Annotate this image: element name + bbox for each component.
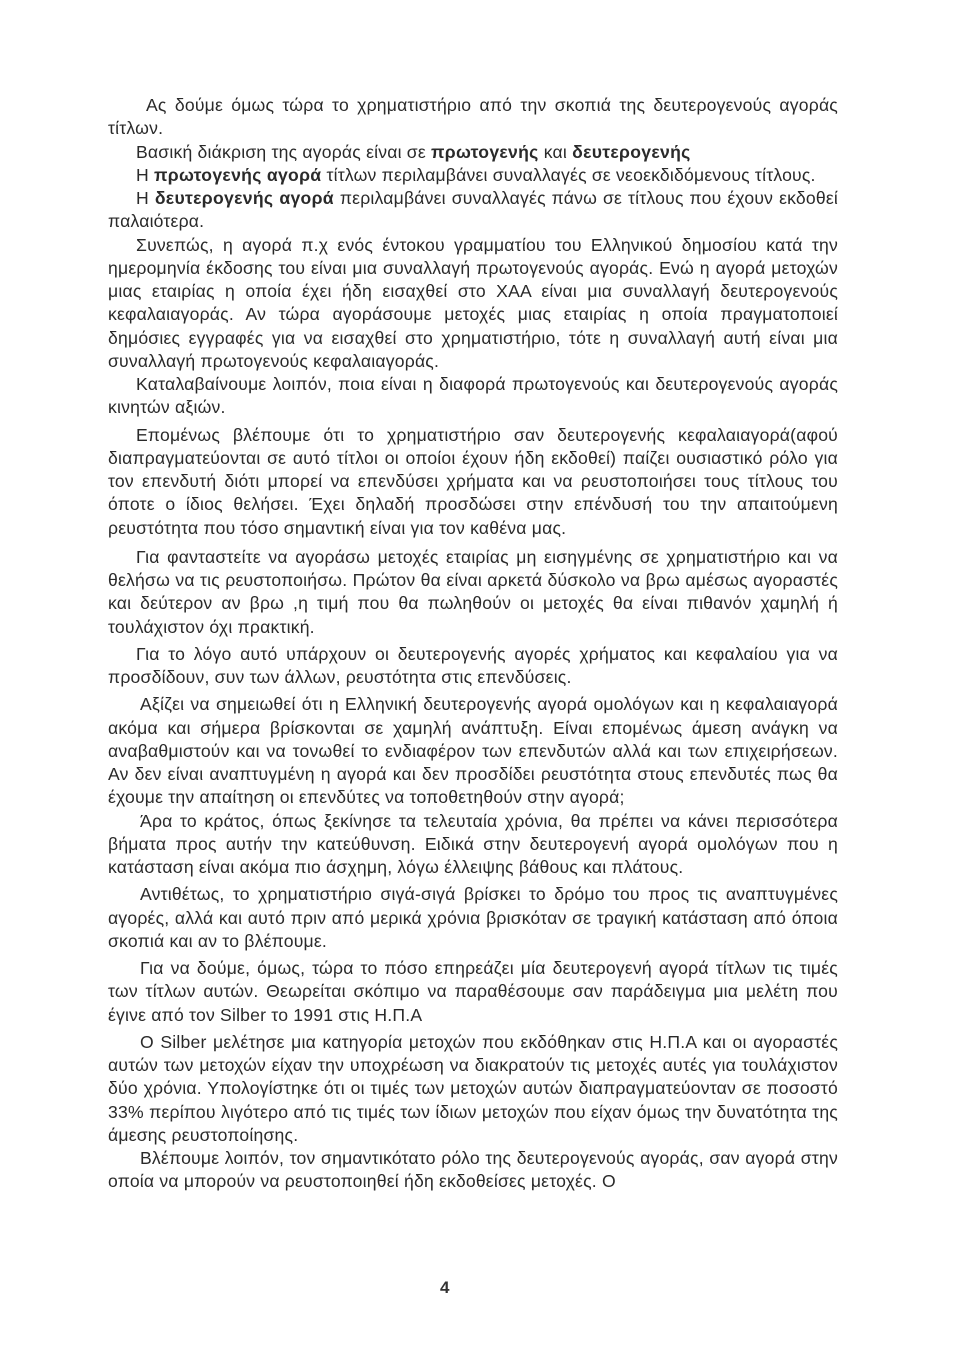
paragraph-unlisted-example: Για φανταστείτε να αγοράσω μετοχές εταιρίας μη εισηγμένης σε χρηματιστήριο και να θελήσω να τις ρευστοποιήσω. Πρώτον θα είναι αρκετά δύσκολο να βρω αμέσως αγοραστές και δεύτερον αν βρω ,η τιμή που θα πωληθούν οι μετοχές θα είναι πιθανόν χαμηλή ή τουλάχιστον όχι πρακτική. <box>108 546 838 637</box>
paragraph-silber-intro: Για να δούμε, όμως, τώρα το πόσο επηρεάζει μία δευτερογενή αγορά τίτλων τις τιμές των τίτλων αυτών. Θεωρείται σκόπιμο να παραθέσουμε σαν παράδειγμα μια μελέτη που έγινε από τον Silber το 1991 στις Η.Π.Α <box>108 958 838 1025</box>
text-segment: περιλαμβάνει συναλλαγές πάνω σε τίτλους που έχουν εκδοθεί παλαιότερα. <box>108 188 839 232</box>
text-segment: και <box>538 141 573 162</box>
paragraph-silber-study: Ο Silber μελέτησε μια κατηγορία μετοχών που εκδόθηκαν στις Η.Π.Α και οι αγοραστές αυτών των μετοχών είχαν την υποχρέωση να διακρατούν τις μετοχές αυτές για τουλάχιστον δύο χρόνια. Υπολογίστηκε ότι οι τιμές των μετοχών αυτών διαπραγματεύονταν σε ποσοστό 33% περίπου λιγότερο από τις τιμές των ίδιων μετοχών που είχαν όμως την δυνατότητα της άμεσης ρευστοποίησης. <box>108 1031 838 1145</box>
paragraph-primary-definition <box>108 164 838 187</box>
paragraph-liquidity: Επομένως βλέπουμε ότι το χρηματιστήριο σαν δευτερογενής κεφαλαιαγορά(αφού διαπραγματεύονται σε αυτό τίτλοι οι οποίοι έχουν ήδη εκδοθεί) παίζει ουσιαστικό ρόλο για τον επενδυτή διότι μπορεί να επενδύσει χρήματα και να ρευστοποιήσει τους τίτλους του όποτε ο ίδιος θελήσει. Έχει δηλαδή προσδώσει στην επένδυσή του την απαιτούμενη ρευστότητα που τόσο σημαντική είναι για τον καθένα μας. <box>108 424 838 538</box>
paragraph-intro: Ας δούμε όμως τώρα το χρηματιστήριο από την σκοπιά της δευτερογενούς αγοράς τίτλων. <box>108 95 838 139</box>
document-body <box>108 94 838 1194</box>
text-segment: Η <box>136 188 155 208</box>
term-primary-market: πρωτογενής αγορά <box>154 164 322 185</box>
text-segment: τίτλων περιλαμβάνει συναλλαγές σε νεοεκδιδόμενους τίτλους. <box>321 164 816 185</box>
paragraph-distinction <box>108 141 838 164</box>
paragraph-reason: Για το λόγο αυτό υπάρχουν οι δευτερογενής αγορές χρήματος και κεφαλαίου για να προσδίδουν, συν των άλλων, ρευστότητα στις επενδύσεις. <box>108 643 838 687</box>
paragraph-greek-market: Αξίζει να σημειωθεί ότι η Ελληνική δευτερογενής αγορά ομολόγων και η κεφαλαιαγορά ακόμα και σήμερα βρίσκονται σε χαμηλή ανάπτυξη. Είναι επομένως άμεση ανάγκη να αναβαθμιστούν και να τονωθεί το ενδιαφέρον των επενδυτών αλλά και των επιχειρήσεων. Αν δεν είναι αναπτυγμένη η αγορά και δεν προσδίδει ρευστότητα στους επενδυτές πως θα έχουμε την απαίτηση οι επενδύτες να τοποθετηθούν στην αγορά; <box>108 694 838 808</box>
paragraph-conclusion: Βλέπουμε λοιπόν, τον σημαντικότατο ρόλο της δευτερογενούς αγοράς, σαν αγορά στην οποία να μπορούν να ρευστοποιηθεί ήδη εκδοθείσες μετοχές. Ο <box>108 1148 838 1192</box>
paragraph-examples: Συνεπώς, η αγορά π.χ ενός έντοκου γραμματίου του Ελληνικού δημοσίου κατά την ημερομηνία έκδοσης του είναι μια συναλλαγή πρωτογενούς αγοράς. Ενώ η αγορά μετοχών μιας εταιρίας η οποία έχει ήδη εισαχθεί στο ΧΑΑ είναι μια συναλλαγή δευτερογενούς κεφαλαιαγοράς. Αν τώρα αγοράσουμε μετοχές μιας εταιρίας η οποία πραγματοποιεί δημόσιες εγγραφές για να εισαχθεί στο χρηματιστήριο, τότε η συναλλαγή αυτή είναι μια συναλλαγή πρωτογενούς κεφαλαιαγοράς. <box>108 234 838 371</box>
term-secondary: δευτερογενής <box>572 141 691 162</box>
text-segment: Βασική διάκριση της αγοράς είναι σε <box>136 141 431 162</box>
paragraph-state-role: Άρα το κράτος, όπως ξεκίνησε τα τελευταία χρόνια, θα πρέπει να κάνει περισσότερα βήματα προς αυτήν την κατεύθυνση. Ειδικά στην δευτερογενή αγορά ομολόγων που η κατάσταση είναι ακόμα πιο άσχημη, λόγω έλλειψης βάθους και πλάτους. <box>108 810 838 877</box>
term-primary: πρωτογενής <box>430 141 539 162</box>
paragraph-understanding: Καταλαβαίνουμε λοιπόν, ποια είναι η διαφορά πρωτογενούς και δευτερογενούς αγοράς κινητών αξιών. <box>108 374 838 418</box>
paragraph-secondary-definition <box>108 187 838 234</box>
page-number: 4 <box>440 1278 450 1297</box>
text-segment: Η <box>136 164 154 185</box>
term-secondary-market: δευτερογενής αγορά <box>154 188 334 208</box>
paragraph-stock-exchange: Αντιθέτως, το χρηματιστήριο σιγά-σιγά βρίσκει το δρόμο του προς τις αναπτυγμένες αγορές, αλλά και αυτό πριν από μερικά χρόνια βρισκόταν σε τραγική κατάσταση από όποια σκοπιά και αν το βλέπουμε. <box>108 884 838 951</box>
